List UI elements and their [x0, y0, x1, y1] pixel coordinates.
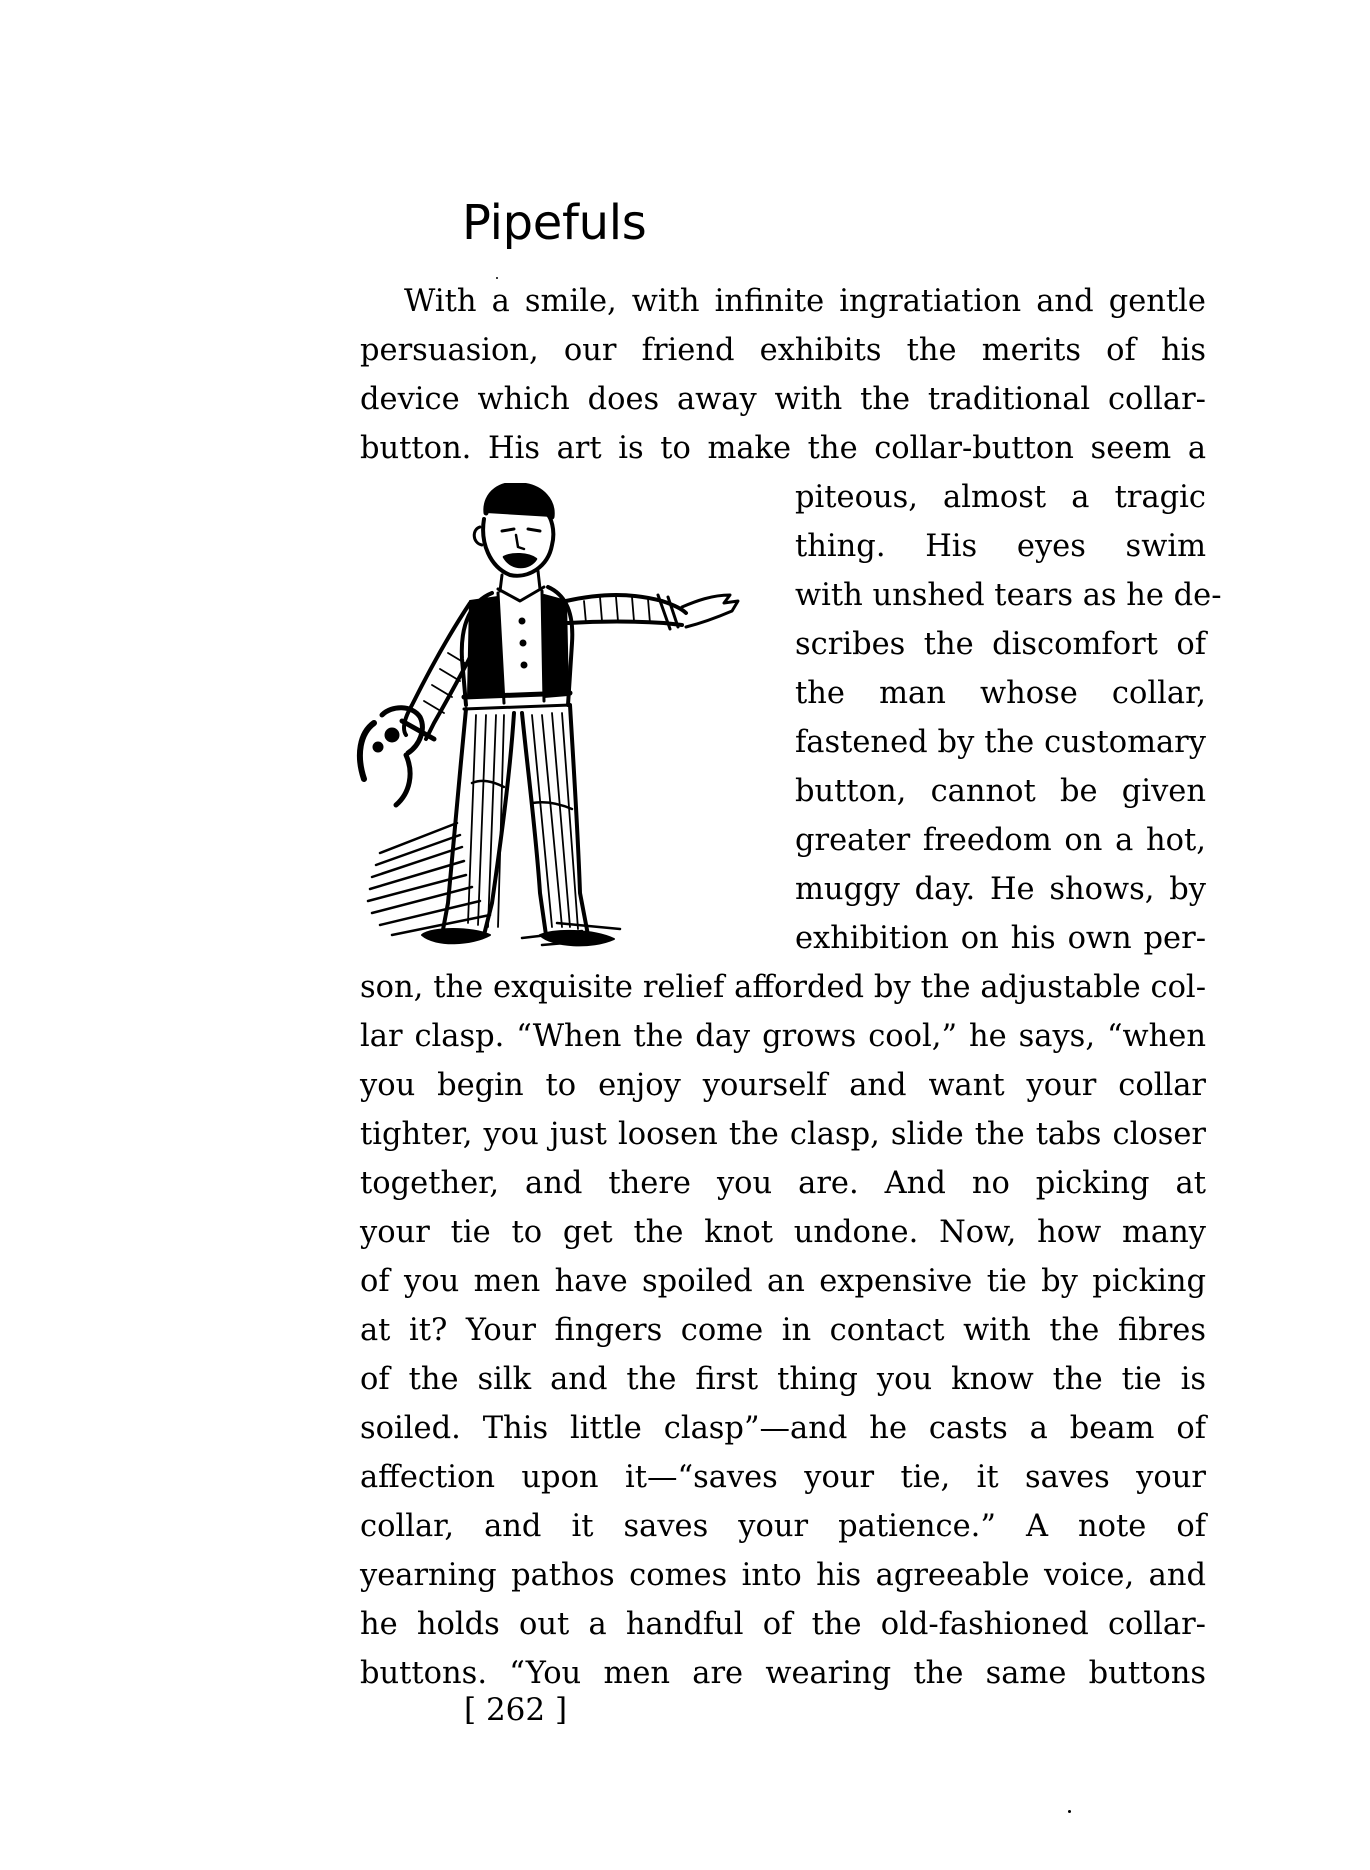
body-line: with unshed tears as he de- — [795, 578, 1222, 613]
body-line: of the silk and the first thing you know the tie is — [360, 1362, 1206, 1397]
page-title: Pipefuls — [462, 195, 647, 251]
body-line: muggy day. He shows, by — [795, 872, 1206, 907]
body-line: scribes the discomfort of — [795, 627, 1206, 662]
body-line: affection upon it—“saves your tie, it saves your — [360, 1460, 1206, 1495]
body-line: he holds out a handful of the old-fashioned collar- — [360, 1607, 1206, 1642]
body-line: your tie to get the knot undone. Now, how many — [360, 1215, 1206, 1250]
body-line: With a smile, with infinite ingratiation and gentle — [404, 284, 1206, 319]
body-line: thing. His eyes swim — [795, 529, 1206, 564]
scan-speck — [496, 277, 498, 279]
body-line: you begin to enjoy yourself and want your collar — [360, 1068, 1206, 1103]
body-line: piteous, almost a tragic — [795, 480, 1206, 515]
body-line: tighter, you just loosen the clasp, slide the tabs closer — [360, 1117, 1206, 1152]
body-line: son, the exquisite relief afforded by the adjustable col- — [360, 970, 1206, 1005]
body-line: exhibition on his own per- — [795, 921, 1206, 956]
scan-speck — [1068, 1810, 1071, 1813]
body-line: buttons. “You men are wearing the same buttons — [360, 1656, 1206, 1691]
body-line: together, and there you are. And no picking at — [360, 1166, 1206, 1201]
body-line: device which does away with the traditional collar- — [360, 382, 1206, 417]
man-holding-collar-buttons-illustration — [352, 483, 782, 955]
body-line: the man whose collar, — [795, 676, 1206, 711]
body-line: of you men have spoiled an expensive tie by picking — [360, 1264, 1206, 1299]
body-line: at it? Your fingers come in contact with the fibres — [360, 1313, 1206, 1348]
body-line: fastened by the customary — [795, 725, 1206, 760]
body-line: button. His art is to make the collar-button seem a — [360, 431, 1206, 466]
body-line: button, cannot be given — [795, 774, 1206, 809]
page-number: [ 262 ] — [464, 1692, 568, 1728]
body-line: persuasion, our friend exhibits the merits of his — [360, 333, 1206, 368]
body-line: yearning pathos comes into his agreeable voice, and — [360, 1558, 1206, 1593]
body-line: greater freedom on a hot, — [795, 823, 1206, 858]
body-line: collar, and it saves your patience.” A note of — [360, 1509, 1206, 1544]
body-line: soiled. This little clasp”—and he casts a beam of — [360, 1411, 1206, 1446]
body-line: lar clasp. “When the day grows cool,” he says, “when — [360, 1019, 1206, 1054]
